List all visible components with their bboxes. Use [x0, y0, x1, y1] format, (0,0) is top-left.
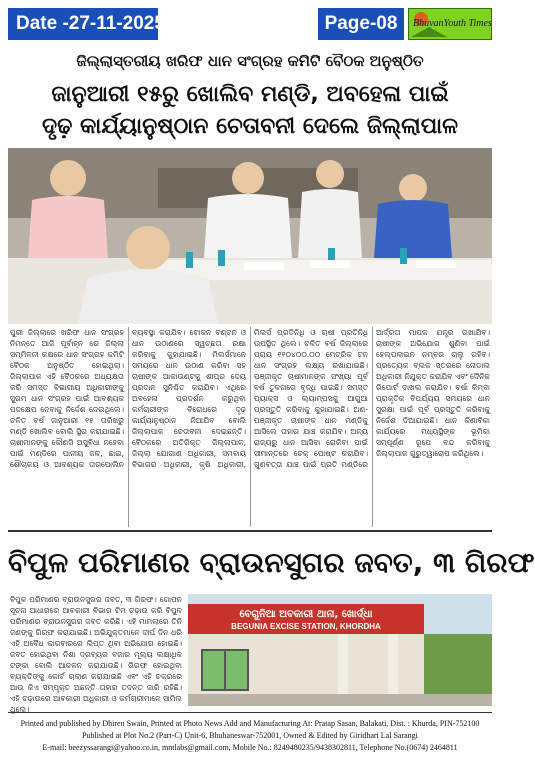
masthead: [0, 0, 500, 46]
article2-body: ବିପୁଳ ପରିମାଣର ବ୍ରାଉନସୁଗର ଜବତ, ୩ ଗିରଫ। ଗୋପନ ସୂଚନା ଆଧାରରେ ଆବକାରୀ ବିଭାଗ ଟିମ ଚଢ଼ାଉ କରି ବିପୁଳ ପରିମାଣର ବ୍ରାଉନସୁଗର ଜବତ କରିଛି। ଏହି ମାମଲାରେ ତିନି ଜଣଙ୍କୁ ଗିରଫ କରାଯାଇଛି। ଅଭିଯୁକ୍ତମାନେ ଦୀର୍ଘ ଦିନ ଧରି ଏହି ଅବୈଧ କାରବାରରେ ଲିପ୍ତ ଥିବା ଅଭିଯୋଗ ହୋଇଛି। ଜବତ ହୋଇଥିବା ନିଶା ଦ୍ରବ୍ୟର ବଜାର ମୂଲ୍ୟ ଲକ୍ଷାଧିକ ଟଙ୍କା ବୋଲି ଆକଳନ କରାଯାଉଛି। ଗିରଫ ହୋଇଥିବା ବ୍ୟକ୍ତିଙ୍କୁ କୋର୍ଟ ଚାଲାଣ କରାଯାଇଛି ଏବଂ ଏହି ଚକ୍ରରେ ଆଉ କିଏ ସମ୍ପୃକ୍ତ ଅଛନ୍ତି ତାହାର ତଦନ୍ତ ଜାରି ରହିଛି। ଏହି ଚଢ଼ାଉରେ ଆବକାରୀ ଅଧିକାରୀ ଓ କର୍ମଚାରୀମାନେ ସାମିଲ ଥିଲେ।: [10, 595, 182, 714]
date-label: Date -27-11-2025: [8, 8, 158, 40]
station-sign-sub: BEGUNIA EXCISE STATION, KHORDHA: [231, 622, 381, 631]
article1-headline-line2: ଦୃଢ଼ କାର୍ଯ୍ୟାନୁଷ୍ଠାନ ଚେତାବନୀ ଦେଲେ ଜିଲ୍ଲାପାଳ: [41, 114, 459, 139]
meeting-photo-art: [8, 148, 492, 324]
page-number: Page-08: [318, 8, 404, 40]
imprint-line-3: E-mail: beezyssarangi@yahoo.co.in, mntlabs@gmail.com, Mobile No.: 8249480235/9438302811, Telephone No.(0674) 2464811: [42, 743, 458, 752]
article1-body: ପୁରୀ ଜିଲ୍ଲାରେ ଖରିଫ ଧାନ ସଂଗ୍ରହ ନିମନ୍ତେ ଆଜି ପୂର୍ବାହ୍ନ ରେ ଜିଲ୍ଲା ସମ୍ମିଳନୀ କକ୍ଷରେ ଧାନ ସଂଗ୍ରହ କମିଟି ବୈଠକ ଅନୁଷ୍ଠିତ ହୋଇଥିଲା। ଜିଲ୍ଲାପାଳ ଏହି ବୈଠକରେ ଅଧ୍ୟକ୍ଷତା କରି ସମସ୍ତ ବିଭାଗୀୟ ଅଧିକାରୀଙ୍କୁ ସୁଗମ ଧାନ ସଂଗ୍ରହ ପାଇଁ ଆବଶ୍ୟକ ପଦକ୍ଷେପ ନେବାକୁ ନିର୍ଦ୍ଦେଶ ଦେଇଥିଲେ। ଚଳିତ ବର୍ଷ ଜାନୁଆରୀ ୧୫ ତାରିଖରୁ ମଣ୍ଡି ଖୋଲିବ ବୋଲି ସ୍ଥିର କରାଯାଇଛି। ଚାଷୀମାନଙ୍କୁ କୌଣସି ଅସୁବିଧା ନହେବା ପାଇଁ ମଣ୍ଡିରେ ପାନୀୟ ଜଳ, ଛାଇ, ଶୌଚାଳୟ ଓ ଆବଶ୍ୟକ ତାରପୋଲିନ ବ୍ୟବସ୍ଥା କରାଯିବ। ଟୋକନ ବଣ୍ଟନ ଓ ଧାନ ଉଠାଣରେ ସ୍ୱଚ୍ଛତା ରକ୍ଷା କରିବାକୁ କୁହାଯାଇଛି। ମିଲର୍ସମାନେ ସମୟରେ ଧାନ ଉଠାଣ କରିବା ସହ ଚାଷୀଙ୍କ ଆକାଉଣ୍ଟକୁ ଶୀଘ୍ର ଦେୟ ପ୍ରଦାନ ସୁନିଶ୍ଚିତ କରାଯିବ। ଏଥିରେ ଅବହେଳା ପ୍ରଦର୍ଶନ କରୁଥିବା କର୍ମଚାରୀଙ୍କ ବିରୋଧରେ ଦୃଢ଼ କାର୍ଯ୍ୟାନୁଷ୍ଠାନ ନିଆଯିବ ବୋଲି ଜିଲ୍ଲାପାଳ ଚେତାବନୀ ଦେଇଛନ୍ତି। ବୈଠକରେ ଅତିରିକ୍ତ ଜିଲ୍ଲାପାଳ, ଜିଲ୍ଲା ଯୋଗାଣ ଅଧିକାରୀ, ସମବାୟ ବିଭାଗର ଅଧିକାରୀ, କୃଷି ଅଧିକାରୀ, ମିଲର୍ସ ପ୍ରତିନିଧି ଓ ଚାଷୀ ପ୍ରତିନିଧି ଉପସ୍ଥିତ ଥିଲେ। ଚଳିତ ବର୍ଷ ଜିଲ୍ଲାରେ ପ୍ରାୟ ୧୧୦୪୦୦.୦୦ ମେଟ୍ରିକ ଟନ ଧାନ ସଂଗ୍ରହ ଲକ୍ଷ୍ୟ ରଖାଯାଇଛି। ପଞ୍ଜୀକୃତ ଚାଷୀମାନଙ୍କ ସଂଖ୍ୟା ପୂର୍ବ ବର୍ଷ ତୁଳନାରେ ବୃଦ୍ଧି ପାଇଛି। ସମସ୍ତ ପ୍ୟାକ୍ସ ଓ ଲ୍ୟାମ୍ପସକୁ ଆଗୁଆ ପ୍ରସ୍ତୁତି କରିବାକୁ କୁହାଯାଇଛି। ଅଣ-ପଞ୍ଜୀକୃତ ଚାଷୀଙ୍କ ଧାନ ମଣ୍ଡିକୁ ଆସିଲେ ତାହାର ଯାଞ୍ଚ କରାଯିବ। ଅନ୍ୟ ରାଜ୍ୟରୁ ଧାନ ଆସିବା ରୋକିବା ପାଇଁ ସୀମାନ୍ତରେ ଚେକ୍ ପୋଷ୍ଟ କରାଯିବ। ଗୁଣବତ୍ତା ଯାଞ୍ଚ ପାଇଁ ପ୍ରତି ମଣ୍ଡିରେ ଆର୍ଦ୍ରତା ମାପକ ଯନ୍ତ୍ର ରଖାଯିବ। ଚାଷୀଙ୍କ ଅଭିଯୋଗ ଶୁଣିବା ପାଇଁ ହେଲ୍ପଲାଇନ ନମ୍ବର ଚାଲୁ ରହିବ। ପ୍ରତ୍ୟେକ ବ୍ଲକ ସ୍ତରରେ ନୋଡାଲ ଅଧିକାରୀ ନିଯୁକ୍ତ କରାଯିବ ଏବଂ ଦୈନିକ ରିପୋର୍ଟ ଦାଖଲ କରାଯିବ। ବର୍ଷା କିମ୍ବା ପ୍ରାକୃତିକ ବିପର୍ଯ୍ୟୟ ସମୟରେ ଧାନ ସୁରକ୍ଷା ପାଇଁ ପୂର୍ବ ପ୍ରସ୍ତୁତି କରିବାକୁ ନିର୍ଦ୍ଦେଶ ଦିଆଯାଇଛି। ଧାନ କିଣାବିକା କାର୍ଯ୍ୟରେ ମଧ୍ୟସ୍ଥିଙ୍କ ଭୂମିକା ସମ୍ପୂର୍ଣ୍ଣ ରୂପେ ବନ୍ଦ କରିବାକୁ ଜିଲ୍ଲାପାଳ ଗୁରୁତ୍ୱାରୋପ କରିଥିଲେ।: [10, 328, 490, 469]
imprint-footer: [8, 712, 492, 770]
section-divider: [8, 530, 492, 532]
imprint-line-1: Printed and published by Dhiren Swain, Printed at Photo News Add and Manufacturing At: Pratap Sasan, Balakati, Dist. : Khurda, PIN-752100: [20, 719, 480, 728]
article1-kicker: ଜିଲ୍ଲାସ୍ତରୀୟ ଖରିଫ ଧାନ ସଂଗ୍ରହ କମିଟି ବୈଠକ ଅନୁଷ୍ଠିତ: [76, 52, 424, 70]
logo-text: BhuvanYouth Times: [413, 18, 492, 29]
meeting-photo: [8, 148, 492, 324]
newspaper-logo: [408, 8, 492, 40]
article1-headline-line1: ଜାନୁଆରୀ ୧୫ରୁ ଖୋଲିବ ମଣ୍ଡି, ଅବହେଳା ପାଇଁ: [51, 82, 449, 107]
excise-station-art: [188, 594, 492, 706]
station-sign-main: ବେଗୁନିଆ ଅବକାରୀ ଥାନା, ଖୋର୍ଦ୍ଧା: [239, 609, 373, 620]
excise-station-photo: [188, 594, 492, 706]
imprint-line-2: Published at Plot No.2 (Part-C) Unit-6, Bhubaneswar-752001, Owned & Edited by Giridhari Lal Sarangi: [82, 731, 418, 740]
article2-headline: ବିପୁଳ ପରିମାଣର ବ୍ରାଉନସୁଗର ଜବତ, ୩ ଗିରଫ: [8, 546, 535, 579]
